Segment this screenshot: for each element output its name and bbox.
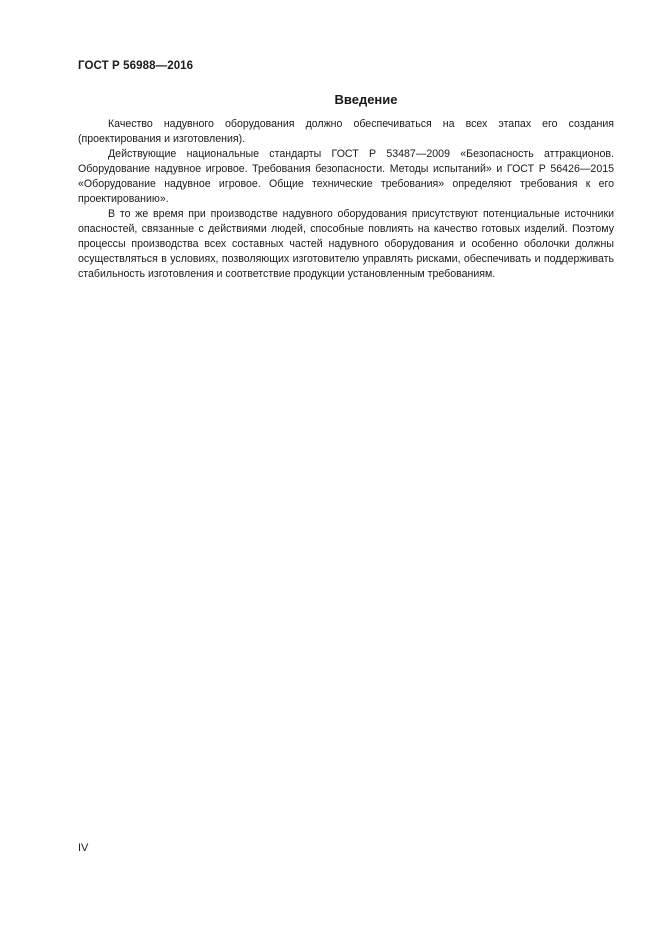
paragraph: Качество надувного оборудования должно обеспечиваться на всех этапах его создания (проектирования и изготовления). — [78, 118, 614, 145]
paragraph: В то же время при производстве надувного оборудования присутствуют потенциальные источники опасностей, связанные с действиями людей, способные повлиять на качество готовых изделий. Поэтому процессы производства всех составных частей надувного оборудования и особенно оболочки должны осуществляться в условиях, позволяющих изготовителю управлять рисками, обеспечивать и поддерживать стабильность изготовления и соответствие продукции установленным требованиям. — [78, 208, 614, 280]
paragraph: Действующие национальные стандарты ГОСТ Р 53487—2009 «Безопасность аттракционов. Оборудование надувное игровое. Требования безопасности. Методы испытаний» и ГОСТ Р 56426—2015 «Оборудование надувное игровое. Общие технические требования» определяют требования к его проектированию». — [78, 148, 614, 205]
body-text — [78, 117, 614, 282]
section-title: Введение — [334, 92, 398, 107]
document-header: ГОСТ Р 56988—2016 — [78, 60, 194, 72]
page-number: IV — [78, 842, 89, 854]
